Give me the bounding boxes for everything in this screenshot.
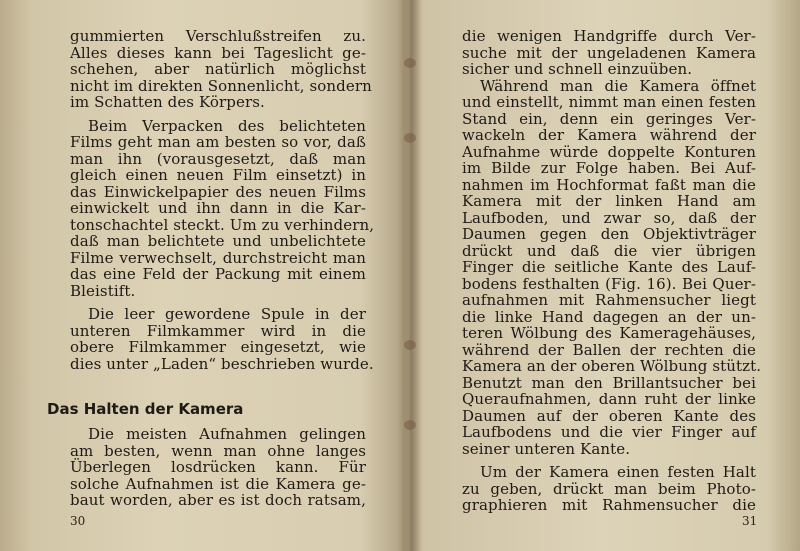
- text-line: man ihn (vorausgesetzt, daß man: [70, 149, 366, 168]
- text-line: aufnahmen mit Rahmensucher liegt: [462, 291, 756, 309]
- text-line: bodens festhalten (Fig. 16). Bei Quer-: [462, 274, 756, 293]
- text-line: Überlegen losdrücken kann. Für: [70, 458, 366, 476]
- left-text-top: [70, 27, 375, 373]
- text-line: Beim Verpacken des belichteten: [88, 116, 366, 135]
- text-line: unteren Filmkammer wird in die: [70, 321, 366, 340]
- text-line: daß man belichtete und unbelichtete: [70, 232, 366, 250]
- page-right: [400, 0, 800, 551]
- text-line: Kamera mit der linken Hand am: [462, 192, 756, 210]
- text-line: schehen, aber natürlich möglichst: [70, 60, 366, 78]
- text-line: einwickelt und ihn dann in die Kar-: [70, 199, 366, 217]
- text-line: baut worden, aber es ist doch ratsam,: [70, 491, 366, 509]
- text-line: suche mit der ungeladenen Kamera: [462, 43, 756, 62]
- left-text-bottom: [70, 426, 366, 509]
- text-line: teren Wölbung des Kameragehäuses,: [462, 324, 756, 342]
- page-number: 31: [742, 514, 758, 528]
- text-line: Finger die seitliche Kante des Lauf-: [462, 258, 756, 276]
- text-line: graphieren mit Rahmensucher die: [462, 496, 756, 514]
- text-line: Queraufnahmen, dann ruht der linke: [462, 390, 756, 408]
- text-line: zu geben, drückt man beim Photo-: [462, 479, 756, 498]
- text-line: Stand ein, denn ein geringes Ver-: [462, 109, 756, 128]
- text-line: am besten, wenn man ohne langes: [70, 441, 366, 460]
- text-line: sicher und schnell einzuüben.: [462, 60, 693, 78]
- text-line: Laufbodens und die vier Finger auf: [462, 423, 756, 441]
- text-line: dies unter „Laden“ beschrieben wurde.: [70, 354, 374, 373]
- text-line: Kamera an der oberen Wölbung stützt.: [462, 357, 762, 375]
- text-line: seiner unteren Kante.: [462, 439, 631, 458]
- text-line: Benutzt man den Brillantsucher bei: [462, 373, 756, 392]
- right-text: [462, 27, 762, 514]
- section-heading: Das Halten der Kamera: [47, 400, 244, 418]
- text-line: Films geht man am besten so vor, daß: [70, 133, 366, 151]
- text-line: Die leer gewordene Spule in der: [88, 305, 366, 323]
- text-line: das eine Feld der Packung mit einem: [70, 265, 366, 283]
- text-line: Daumen gegen den Objektivträger: [462, 225, 756, 243]
- text-line: während der Ballen der rechten die: [462, 340, 756, 359]
- text-line: nicht im direkten Sonnenlicht, sondern: [70, 76, 372, 95]
- text-line: im Bilde zur Folge haben. Bei Auf-: [462, 159, 756, 177]
- text-line: wackeln der Kamera während der: [462, 126, 756, 144]
- text-line: gleich einen neuen Film einsetzt) in: [70, 166, 366, 184]
- text-line: Daumen auf der oberen Kante des: [462, 406, 756, 425]
- text-line: das Einwickelpapier des neuen Films: [70, 182, 366, 201]
- text-line: Laufboden, und zwar so, daß der: [462, 208, 756, 227]
- page-number: 30: [70, 514, 86, 528]
- text-line: Filme verwechselt, durchstreicht man: [70, 248, 366, 267]
- text-line: solche Aufnahmen ist die Kamera ge-: [70, 474, 366, 493]
- text-line: die wenigen Handgriffe durch Ver-: [462, 27, 756, 45]
- text-line: Aufnahme würde doppelte Konturen: [462, 142, 756, 161]
- text-line: gummierten Verschlußstreifen zu.: [70, 27, 366, 45]
- text-line: und einstellt, nimmt man einen festen: [462, 93, 756, 111]
- text-line: obere Filmkammer eingesetzt, wie: [70, 338, 366, 356]
- text-line: Die meisten Aufnahmen gelingen: [88, 425, 366, 443]
- text-line: im Schatten des Körpers.: [70, 93, 265, 111]
- text-line: Während man die Kamera öffnet: [480, 76, 756, 95]
- text-line: nahmen im Hochformat faßt man die: [462, 175, 756, 194]
- text-line: drückt und daß die vier übrigen: [462, 241, 756, 260]
- text-line: die linke Hand dagegen an der un-: [462, 307, 756, 326]
- text-line: Alles dieses kann bei Tageslicht ge-: [70, 43, 366, 62]
- text-line: Bleistift.: [70, 281, 136, 300]
- text-line: tonschachtel steckt. Um zu verhindern,: [70, 215, 375, 234]
- text-line: Um der Kamera einen festen Halt: [480, 463, 756, 481]
